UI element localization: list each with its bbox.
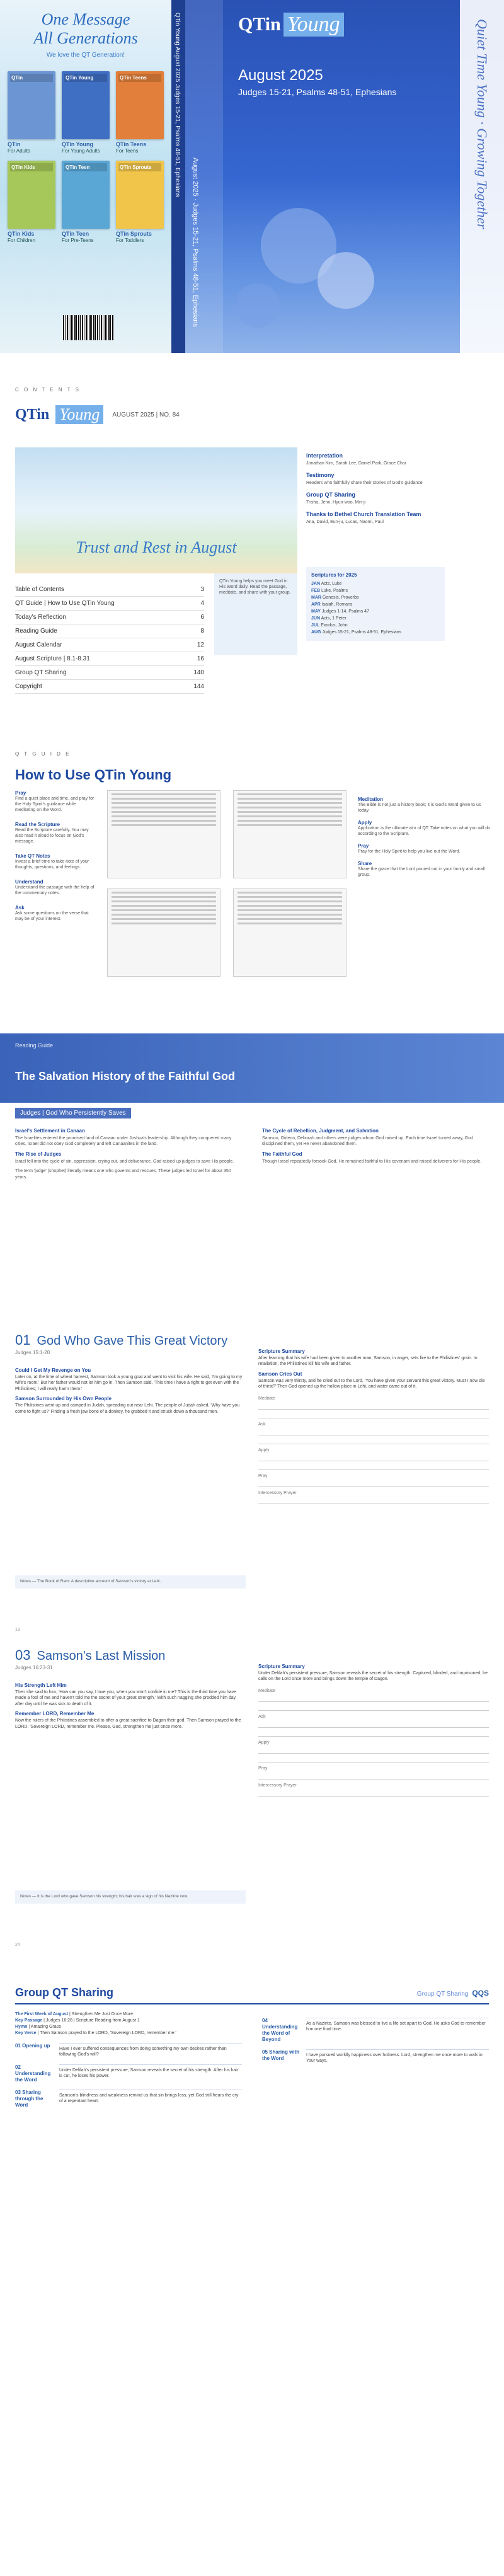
back-cover [0,0,171,353]
cover-spread [0,0,504,353]
howto-page [0,744,504,1008]
devotion-page-03 [0,1638,504,1953]
slogan-sub: We love the QT Generation! [46,52,125,59]
staff-credits: Interpretation Jonathan Kim, Sarah Lee, Daniel Park, Grace Choi Testimony Readers who faithfully share their stories of God's guidance Group QT Sharing Trisha, Jenn, Hyun-woo, Min-ji Thanks to Bethel Church Translation Team Ana, David, Eun-ju, Lucas, Naomi, Paul [306,452,423,524]
toc-row[interactable]: Group QT Sharing 140 [15,666,204,680]
guide-kicker: Reading Guide [15,1042,54,1049]
guide-right-column: The Cycle of Rebellion, Judgment, and Salvation Samson, Gideon, Deborah and others were judges whom God raised up. Each time Israel turned away, God disciplined them, yet He never abandoned them. The Faithful God Though Israel repeatedly forsook God, He remained faithful to His covenant and raised deliverers for His people. [262,1128,482,1164]
sharing-question: 01 Opening up Have I ever suffered consequences from doing something my own desires rather than following God's will? [15,2043,242,2058]
book-grid [8,71,164,244]
sharing-question: 05 Sharing with the Word I have pursued worldly happiness over holiness. Lord, strengthen me once more to walk in Your ways. [262,2049,489,2064]
page-number: 24 [15,1943,20,1947]
toc-row[interactable]: Copyright 144 [15,680,204,694]
devotion-ref: Judges 15:1-20 [15,1350,50,1355]
writing-line[interactable] [258,1401,489,1410]
note-lines: Meditate Ask Apply Pray Intercessory Prayer [258,1396,489,1504]
sharing-question: 04 Understanding the Word of Beyond As a Nazirite, Samson was blessed to live a life set apart to God. He asks God to remember him one final time. [262,2018,489,2043]
scripture-text: Could I Get My Revenge on You Later on, at the time of wheat harvest, Samson took a young goat and went to visit his wife. He said, 'I'm going to my wife's room.' But her father would not let him go in. Then Samson said, 'This time I have a right to get even with the Philistines; I will really harm them.' Samson Surrounded by His Own People The Philistines went up and camped in Judah, spreading out near Lehi. The people of Judah asked, 'Why have you come to fight us?' Finding a fresh jaw bone of a donkey, he grabbed it and struck down a thousand men. [15,1367,243,1414]
devotion-notes: Notes — It is the Lord who gave Samson his strength; his hair was a sign of his Nazirite vow. [15,1890,246,1904]
guide-subtitle: Judges | God Who Persistently Saves [15,1108,131,1118]
book-spine: QTin Young August 2025 Judges 15-21, Psalms 48-51, Ephesians [171,0,185,353]
guide-banner [0,1033,504,1103]
page-number: 18 [15,1628,20,1632]
devotion-title: God Who Gave This Great Victory [37,1334,228,1348]
contents-page [0,378,504,718]
flower-decoration [318,252,374,309]
sharing-question: 03 Sharing through the Word Samson's blindness and weakness remind us that sin brings loss, yet God still hears the cry of a repentant heart. [15,2090,242,2108]
book-item: QTin Kids QTin Kids For Children [8,161,55,244]
beach-photo [15,447,297,573]
slogan-line1: One Message [41,10,130,28]
book-cover: QTin Teen [62,161,110,229]
qqs-badge: QQS [472,1988,489,1998]
devotion-page-01 [0,1323,504,1638]
sharing-right-column [262,2011,489,2064]
scripture-schedule: Scriptures for 2025 JAN Acts, Luke FEB Luke, Psalms MAR Genesis, Proverbs APR Isaiah, Romans MAY Judges 1-14, Psalms 47 JUN Acts, 1 Peter JUL Exodus, John AUG Judges 15-21, Psalms 48-51, Ephesians [306,567,445,641]
cover-side-text: August 2025 · Judges 15-21, Psalms 48-51, Ephesians [192,158,199,328]
front-cover [185,0,504,353]
cover-scripture-ref: Judges 15-21, Psalms 48-51, Ephesians [238,87,397,97]
sample-page-thumbnail [107,888,220,977]
logo-y: Young [55,405,103,424]
book-item: QTin Young QTin Young For Young Adults [62,71,110,154]
note-lines: Meditate Ask Apply Pray Intercessory Prayer [258,1689,489,1797]
cover-right-strip: Quiet Time Young · Growing Together [460,0,504,353]
toc-row[interactable]: Reading Guide 8 [15,624,204,638]
toc-row[interactable]: August Calendar 12 [15,638,204,652]
toc-row[interactable]: August Scripture | 8.1-8.31 16 [15,652,204,666]
howto-steps: Pray Find a quiet place and time, and pray for the Holy Spirit's guidance while meditating on the Word. Read the Scripture Read the Scripture carefully. You may also read it aloud to focus on God's message. Take QT Notes Invest a brief time to take note of your thoughts, questions, and feelings. Understand Understand the passage with the help of the commentary notes. Ask Ask some questions on the verse that may be of your interest. [15,790,94,921]
howto-kicker: Q T G U I D E [15,751,71,757]
book-cover: QTin Young [62,71,110,139]
slogan-line2: All Generations [33,29,138,47]
devotion-title: Samson's Last Mission [37,1649,166,1663]
sample-page-thumbnail [233,790,346,878]
sample-page-thumbnail [107,790,220,878]
book-cover: QTin Teens [116,71,164,139]
book-cover: QTin Sprouts [116,161,164,229]
sharing-left-column: The First Week of August | Strengthen Me Just Once More Key Passage | Judges 16:28 | Scripture Reading from August 1 Hymn | Amazing Grace Key Verse | Then Samson prayed to the LORD, 'Sovereign LORD, remember me.' 01 Opening up Have I ever suffered consequences from doing something my own desires rather than following God's will? 02 Understanding the Word Under Delilah's persistent pressure, Samson reveals the secret of his strength. After his hair is cut, he loses his power. 03 Sharing through the Word Samson's blindness and weakness remind us that sin brings loss, yet God still hears the cry of a repentant heart. [15,2011,242,2108]
toc-list [15,583,204,694]
book-cover: QTin [8,71,55,139]
sharing-header: Group QT Sharing Group QT Sharing QQS [15,1986,489,2004]
qtin-young-logo: QTin Young [238,13,489,37]
book-item: QTin Sprouts QTin Sprouts For Toddlers [116,161,164,244]
scripture-text: His Strength Left Him Then she said to him, 'How can you say, I love you, when you won't confide in me? This is the third time you have made a fool of me and haven't told me the secret of your great strength.' With such nagging she prodded him day after day until he was sick to death of it. Remember LORD, Remember Me Now the rulers of the Philistines assembled to offer a great sacrifice to Dagon their god. Then Samson prayed to the LORD, 'Sovereign LORD, remember me. Please, God, strengthen me just once more.' [15,1682,241,1729]
contents-kicker: C O N T E N T S [15,387,81,393]
toc-row[interactable]: QT Guide | How to Use QTin Young 4 [15,597,204,611]
toc-row[interactable]: Today's Reflection 6 [15,611,204,624]
sharing-title: Group QT Sharing [15,1986,113,1999]
book-item: QTin QTin For Adults [8,71,55,154]
guide-title: The Salvation History of the Faithful God [15,1070,236,1083]
cover-month: August 2025 [238,67,323,84]
howto-title: How to Use QTin Young [15,767,172,783]
devotion-notes: Notes — The Book of Ram: A descriptive account of Samson's victory at Lehi. [15,1575,246,1589]
sharing-question: 02 Understanding the Word Under Delilah's persistent pressure, Samson reveals the secret of his strength. After his hair is cut, he loses his power. [15,2064,242,2083]
info-box: QTin Young helps you meet God in His Word daily. Read the passage, meditate, and share with your group. [214,573,297,655]
issue-number: AUGUST 2025 | NO. 84 [112,411,180,418]
book-item: QTin Teen QTin Teen For Pre-Teens [62,161,110,244]
book-item: QTin Teens QTin Teens For Teens [116,71,164,154]
barcode [63,315,113,340]
sample-page-thumbnail [233,888,346,977]
reading-guide-page [0,1033,504,1298]
toc-row[interactable]: Table of Contents 3 [15,583,204,597]
devotion-right-column: Scripture Summary Under Delilah's persistent pressure, Samson reveals the secret of his strength. Captured, blinded, and imprisoned, he calls on the Lord once more and brings down the temple of Dagon. Meditate Ask Apply Pray Intercessory Prayer [258,1660,489,1797]
flower-decoration [236,284,280,328]
devotion-ref: Judges 16:23-31 [15,1665,53,1670]
contents-header [15,405,489,424]
group-sharing-page [0,1979,504,2268]
book-cover: QTin Kids [8,161,55,229]
devotion-right-column: Scripture Summary After learning that his wife had been given to another man, Samson, in anger, sets fire to the Philistines' grain. In retaliation, the Philistines kill his wife and father. Samson Cries Out Samson was very thirsty, and he cried out to the Lord, 'You have given your servant this great victory. Must I now die of thirst?' Then God opened up the hollow place in Lehi, and water came out of it. Meditate Ask Apply Pray Intercessory Prayer [258,1345,489,1504]
photo-title: Trust and Rest in August [76,538,237,556]
howto-right-notes: Meditation The Bible is not just a history book; it is God's Word given to us today. Apply Application is the ultimate aim of QT. Take notes on what you will do according to the Scripture. Pray Pray for the Holy Spirit to help you live out the Word. Share Share the grace that the Lord poured out in your family and small group. [358,796,490,877]
guide-left-column: Israel's Settlement in Canaan The Israelites entered the promised land of Canaan under Joshua's leadership. Although they conquered many cities, Israel did not obey God completely and left Canaanites in the land. The Rise of Judges Israel fell into the cycle of sin, oppression, crying out, and deliverance. God raised up judges to save His people. The term 'judge' (shophet) literally means one who governs and rescues. These judges led Israel for about 350 years. [15,1128,234,1180]
devotion-number: 01 [15,1332,31,1348]
devotion-number: 03 [15,1647,31,1663]
logo-q: QTin [15,406,50,423]
